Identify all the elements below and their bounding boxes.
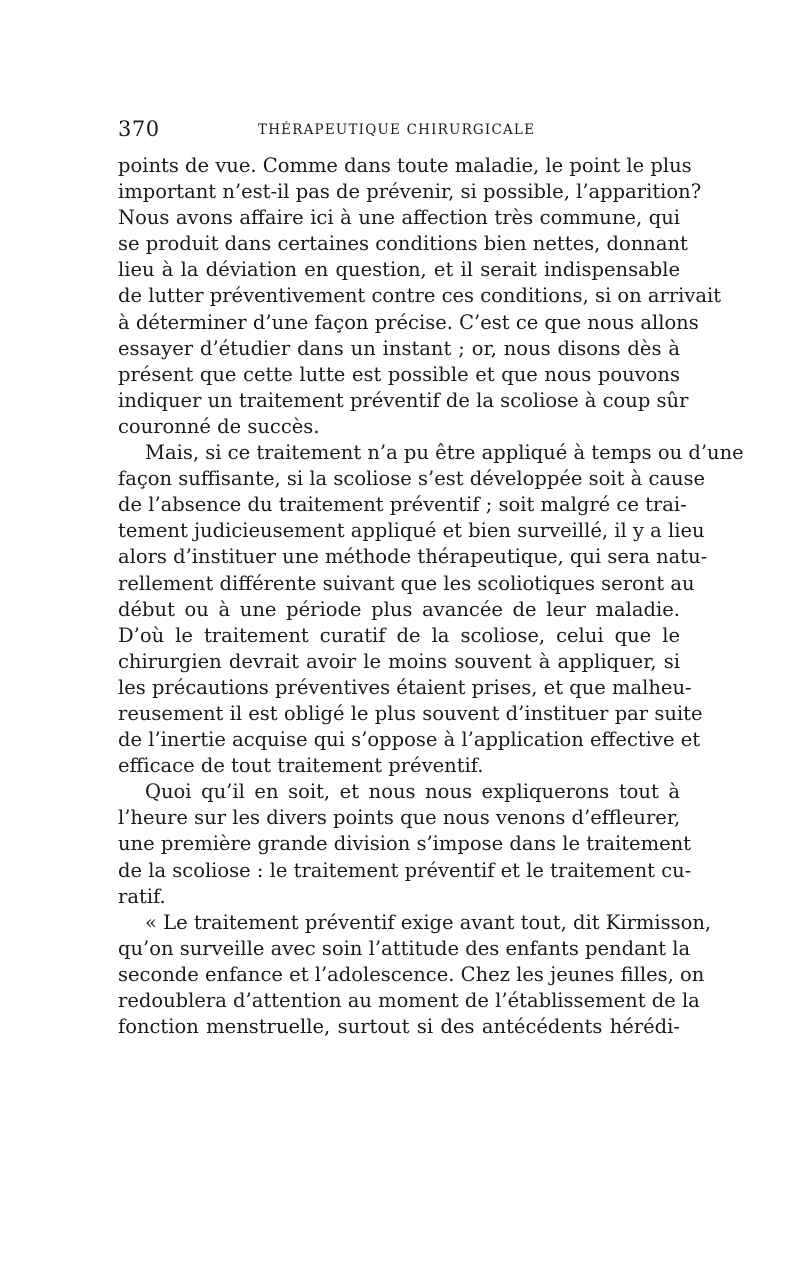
text-line: façon suffisante, si la scoliose s’est développée soit à cause — [118, 467, 706, 491]
text-line: de lutter préventivement contre ces conditions, si on arrivait — [118, 284, 722, 308]
text-line: présent que cette lutte est possible et que nous pouvons — [118, 362, 680, 386]
text-line: reusement il est obligé le plus souvent d’instituer par suite — [118, 701, 703, 725]
text-line: « Le traitement préventif exige avant tout, dit Kirmisson, — [145, 910, 712, 934]
paragraph — [118, 153, 722, 440]
text-line: efficace de tout traitement préventif. — [118, 754, 484, 778]
text-line: D’où le traitement curatif de la scoliose, celui que le — [118, 623, 680, 647]
paragraph — [118, 779, 692, 909]
text-line: ratif. — [118, 884, 166, 908]
page-number: 370 — [118, 117, 160, 141]
text-line: alors d’instituer une méthode thérapeutique, qui sera natu- — [118, 545, 708, 569]
text-line: une première grande division s’impose dans le traitement — [118, 832, 692, 856]
text-line: de l’absence du traitement préventif ; soit malgré ce trai- — [118, 493, 687, 517]
text-line: les précautions préventives étaient prises, et que malheu- — [118, 675, 692, 699]
text-line: Quoi qu’il en soit, et nous nous expliquerons tout à — [145, 780, 680, 804]
body-text — [118, 153, 744, 1040]
text-line: début ou à une période plus avancée de leur maladie. — [118, 597, 680, 621]
text-line: points de vue. Comme dans toute maladie, le point le plus — [118, 154, 692, 177]
text-line: indiquer un traitement préventif de la scoliose à coup sûr — [118, 388, 689, 412]
text-line: seconde enfance et l’adolescence. Chez les jeunes filles, on — [118, 962, 705, 986]
text-line: tement judicieusement appliqué et bien surveillé, il y a lieu — [118, 519, 705, 543]
text-line: lieu à la déviation en question, et il serait indispensable — [118, 258, 680, 282]
running-title: THÉRAPEUTIQUE CHIRURGICALE — [258, 122, 536, 138]
text-line: de l’inertie acquise qui s’oppose à l’application effective et — [118, 728, 701, 752]
running-head — [118, 117, 680, 147]
text-line: qu’on surveille avec soin l’attitude des enfants pendant la — [118, 936, 691, 960]
text-line: Mais, si ce traitement n’a pu être appliqué à temps ou d’une — [145, 441, 744, 465]
text-line: se produit dans certaines conditions bien nettes, donnant — [118, 232, 688, 256]
text-line: couronné de succès. — [118, 414, 320, 438]
text-line: important n’est-il pas de prévenir, si possible, l’apparition? — [118, 180, 702, 204]
text-line: à déterminer d’une façon précise. C’est ce que nous allons — [118, 310, 699, 334]
text-line: fonction menstruelle, surtout si des antécédents hérédi- — [118, 1015, 680, 1039]
text-line: essayer d’étudier dans un instant ; or, nous disons dès à — [118, 336, 680, 360]
paragraph — [118, 910, 712, 1040]
text-line: de la scoliose : le traitement préventif et le traitement cu- — [118, 858, 692, 882]
text-line: Nous avons affaire ici à une affection très commune, qui — [118, 206, 680, 230]
text-line: chirurgien devrait avoir le moins souvent à appliquer, si — [118, 649, 680, 673]
text-line: l’heure sur les divers points que nous venons d’effleurer, — [118, 806, 681, 830]
paragraph — [118, 440, 744, 779]
text-line: rellement différente suivant que les scoliotiques seront au — [118, 571, 695, 595]
text-line: redoublera d’attention au moment de l’établissement de la — [118, 989, 700, 1012]
